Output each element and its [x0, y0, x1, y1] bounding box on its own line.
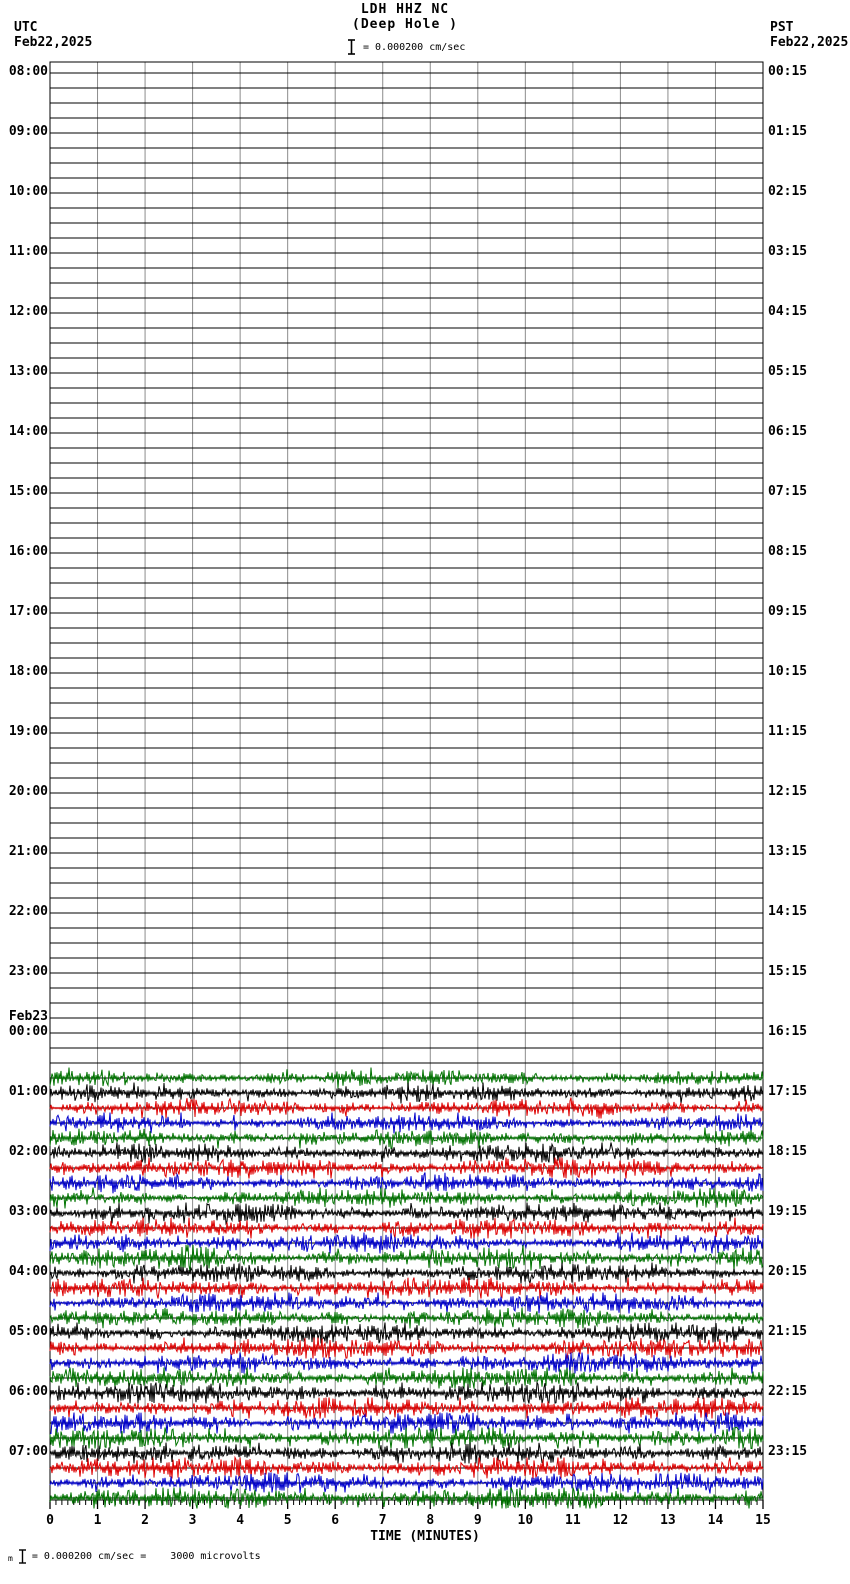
minute-tick-label: 7 — [378, 1513, 387, 1528]
minute-tick-label: 15 — [755, 1513, 771, 1528]
x-axis-title: TIME (MINUTES) — [370, 1529, 480, 1544]
pst-hour-label: 13:15 — [768, 844, 808, 859]
pst-hour-label: 17:15 — [768, 1084, 808, 1099]
station-title: LDH HHZ NC — [360, 2, 450, 17]
pst-hour-label: 04:15 — [768, 304, 808, 319]
minute-tick-label: 5 — [283, 1513, 292, 1528]
scale-indicator — [347, 39, 465, 55]
minute-tick-label: 2 — [141, 1513, 149, 1528]
footer-marker-prefix: m — [8, 1554, 13, 1563]
utc-hour-label: 15:00 — [8, 484, 48, 499]
pst-hour-label: 23:15 — [768, 1444, 808, 1459]
minute-tick-label: 13 — [660, 1513, 676, 1528]
utc-hour-label: 10:00 — [8, 184, 48, 199]
utc-hour-label: 18:00 — [8, 664, 48, 679]
pst-hour-label: 07:15 — [768, 484, 808, 499]
seismogram-trace-0645 — [50, 1428, 763, 1449]
plot-header — [0, 2, 810, 32]
utc-date-marker: Feb23 — [8, 1009, 48, 1024]
pst-hour-label: 11:15 — [768, 724, 808, 739]
minute-tick-label: 3 — [188, 1513, 197, 1528]
utc-hour-label: 08:00 — [8, 64, 48, 79]
utc-hour-label: 16:00 — [8, 544, 48, 559]
minute-tick-label: 12 — [612, 1513, 629, 1528]
pst-hour-label: 00:15 — [768, 64, 808, 79]
seismogram-trace-0515 — [50, 1338, 763, 1359]
minute-tick-label: 4 — [236, 1513, 245, 1528]
utc-hour-label: 21:00 — [8, 844, 48, 859]
seismogram-trace-0230 — [50, 1173, 763, 1194]
utc-hour-label: 12:00 — [8, 304, 48, 319]
pst-header — [770, 20, 848, 50]
utc-hour-label: 00:00 — [8, 1024, 48, 1039]
utc-hour-label: 19:00 — [8, 724, 48, 739]
pst-hour-label: 02:15 — [768, 184, 808, 199]
utc-hour-label: 13:00 — [8, 364, 48, 379]
minute-tick-label: 9 — [473, 1513, 482, 1528]
utc-hour-label: 03:00 — [8, 1204, 48, 1219]
seismogram-trace-0500 — [50, 1323, 763, 1344]
utc-header — [14, 20, 92, 50]
seismogram-trace-0545 — [50, 1368, 763, 1389]
pst-hour-label: 20:15 — [768, 1264, 808, 1279]
pst-hour-label: 01:15 — [768, 124, 808, 139]
minute-tick-label: 10 — [517, 1513, 534, 1528]
footer-scale-text: = 0.000200 cm/sec = 3000 microvolts — [31, 1551, 261, 1562]
scale-ibeam-icon — [347, 39, 356, 55]
utc-hour-label: 17:00 — [8, 604, 48, 619]
utc-hour-label: 20:00 — [8, 784, 48, 799]
minute-tick-label: 8 — [426, 1513, 435, 1528]
seismogram-trace-0445 — [50, 1308, 763, 1329]
utc-hour-label: 11:00 — [8, 244, 48, 259]
pst-hour-label: 19:15 — [768, 1204, 808, 1219]
utc-hour-label: 04:00 — [8, 1264, 48, 1279]
utc-timezone-label: UTC — [14, 20, 38, 35]
pst-hour-label: 18:15 — [768, 1144, 808, 1159]
scale-label: = 0.000200 cm/sec — [363, 41, 466, 53]
utc-hour-label: 02:00 — [8, 1144, 48, 1159]
pst-hour-label: 12:15 — [768, 784, 808, 799]
utc-date-label: Feb22,2025 — [14, 35, 93, 50]
minute-tick-label: 6 — [331, 1513, 340, 1528]
utc-hour-label: 23:00 — [8, 964, 48, 979]
utc-hour-label: 06:00 — [8, 1384, 48, 1399]
utc-hour-label: 01:00 — [8, 1084, 48, 1099]
pst-hour-label: 09:15 — [768, 604, 808, 619]
pst-hour-label: 05:15 — [768, 364, 808, 379]
pst-timezone-label: PST — [770, 20, 794, 35]
pst-hour-label: 22:15 — [768, 1384, 808, 1399]
pst-hour-label: 15:15 — [768, 964, 808, 979]
pst-hour-label: 06:15 — [768, 424, 808, 439]
utc-hour-label: 05:00 — [8, 1324, 48, 1339]
pst-hour-label: 16:15 — [768, 1024, 808, 1039]
pst-hour-label: 03:15 — [768, 244, 808, 259]
plot-frame — [50, 62, 763, 1500]
seismogram-trace-0245 — [50, 1188, 763, 1209]
utc-hour-label: 09:00 — [8, 124, 48, 139]
pst-date-label: Feb22,2025 — [770, 35, 849, 50]
minute-tick-label: 14 — [707, 1513, 724, 1528]
pst-hour-label: 14:15 — [768, 904, 808, 919]
pst-hour-label: 21:15 — [768, 1324, 808, 1339]
calibration-footer — [8, 1549, 261, 1564]
pst-hour-label: 08:15 — [768, 544, 808, 559]
footer-ibeam-icon — [18, 1549, 27, 1564]
utc-hour-label: 07:00 — [8, 1444, 48, 1459]
station-subtitle: (Deep Hole ) — [352, 17, 458, 32]
pst-hour-label: 10:15 — [768, 664, 808, 679]
minute-tick-label: 11 — [565, 1513, 581, 1528]
utc-hour-label: 22:00 — [8, 904, 48, 919]
minute-tick-label: 0 — [46, 1513, 54, 1528]
utc-hour-label: 14:00 — [8, 424, 48, 439]
minute-tick-label: 1 — [93, 1513, 102, 1528]
